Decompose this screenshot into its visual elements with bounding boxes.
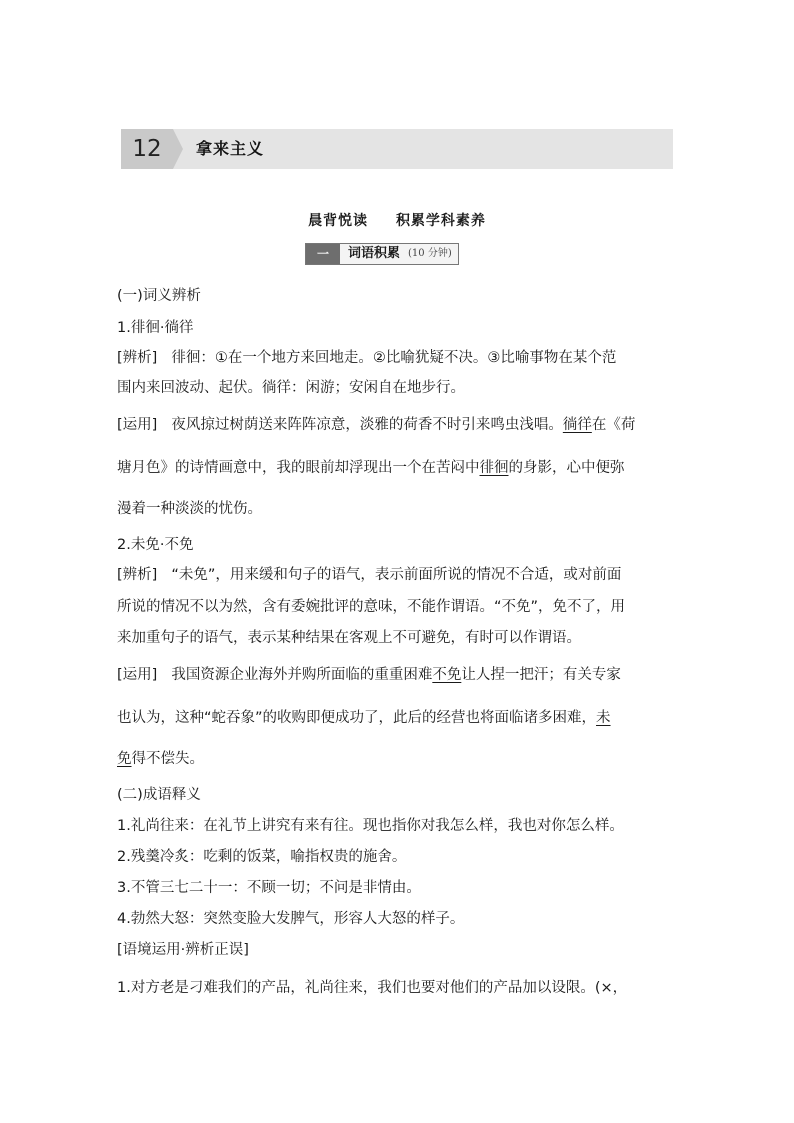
item2-analysis-line2: 所说的情况不以为然，含有委婉批评的意味，不能作谓语。“不免”，免不了，用 [117,599,626,615]
usage-text: 在《荷 [591,417,636,433]
usage-text: 夜风掠过树荫送来阵阵凉意，淡雅的荷香不时引来鸣虫浅唱。 [171,417,563,433]
tag-label: 词语积累 [348,246,401,261]
idiom-item: 4.勃然大怒：突然变脸大发脾气，形容人大怒的样子。 [117,911,465,927]
analysis-tag: [辨析] [117,567,158,583]
chapter-arrow-icon [173,129,183,169]
item1-usage-line3: 漫着一种淡淡的忧伤。 [117,501,262,517]
context-item: 1.对方老是刁难我们的产品，礼尚往来，我们也要对他们的产品加以设限。(×， [117,980,628,996]
item1-title: 1.徘徊·徜徉 [117,320,194,336]
item1-usage-line [117,413,692,434]
item2-analysis-text: “未免”，用来缓和句子的语气，表示前面所说的情况不合适，或对前面 [171,567,622,583]
underlined-word: 免 [117,751,132,767]
usage-text: 塘月色》的诗情画意中，我的眼前却浮现出一个在苦闷中 [117,460,480,476]
usage-text: 也认为，这种“蛇吞象”的收购即便成功了，此后的经营也将面临诸多困难， [117,710,597,726]
usage-tag: [运用] [117,417,158,433]
idiom-item: 1.礼尚往来：在礼节上讲究有来有往。现也指你对我怎么样，我也对你怎么样。 [117,818,624,834]
section-heading [0,210,794,230]
tag-time: (10 分钟) [408,248,452,259]
chapter-title: 拿来主义 [196,139,265,158]
item2-analysis-line [117,563,692,584]
usage-text: 让人捏一把汗；有关专家 [461,667,621,683]
usage-text: 得不偿失。 [131,751,204,767]
item1-analysis-line2: 围内来回波动、起伏。徜徉：闲游；安闲自在地步行。 [117,380,465,396]
item2-title: 2.未免·不免 [117,537,194,553]
usage-text: 的身影，心中便弥 [508,460,625,476]
tag-number: 一 [306,244,340,264]
section-heading-b: 积累学科素养 [395,213,486,229]
section-tag [305,243,459,265]
chapter-banner [121,129,673,169]
item1-analysis-text: 徘徊：①在一个地方来回地走。②比喻犹疑不决。③比喻事物在某个范 [171,350,617,366]
underlined-word: 未 [596,710,611,726]
item2-usage-line3 [117,747,692,768]
underlined-word: 徜徉 [562,417,592,433]
item2-analysis-line3: 来加重句子的语气，表示某种结果在客观上不可避免，有时可以作谓语。 [117,630,581,646]
context-heading: [语境运用·辨析正误] [117,942,249,958]
chapter-number: 12 [121,129,173,169]
item1-usage-line2 [117,456,692,477]
item2-usage-line2 [117,706,692,727]
usage-text: 我国资源企业海外并购所面临的重重困难 [171,667,433,683]
item1-analysis-line [117,346,692,367]
item2-usage-line [117,663,692,684]
underlined-word: 徘徊 [479,460,509,476]
section-heading-a: 晨背悦读 [308,213,369,229]
underlined-word: 不免 [432,667,462,683]
part2-heading: (二)成语释义 [117,787,201,803]
idiom-item: 3.不管三七二十一：不顾一切；不问是非情由。 [117,880,421,896]
analysis-tag: [辨析] [117,350,158,366]
idiom-item: 2.残羹冷炙：吃剩的饭菜，喻指权贵的施舍。 [117,849,407,865]
usage-tag: [运用] [117,667,158,683]
part1-heading: (一)词义辨析 [117,288,201,304]
